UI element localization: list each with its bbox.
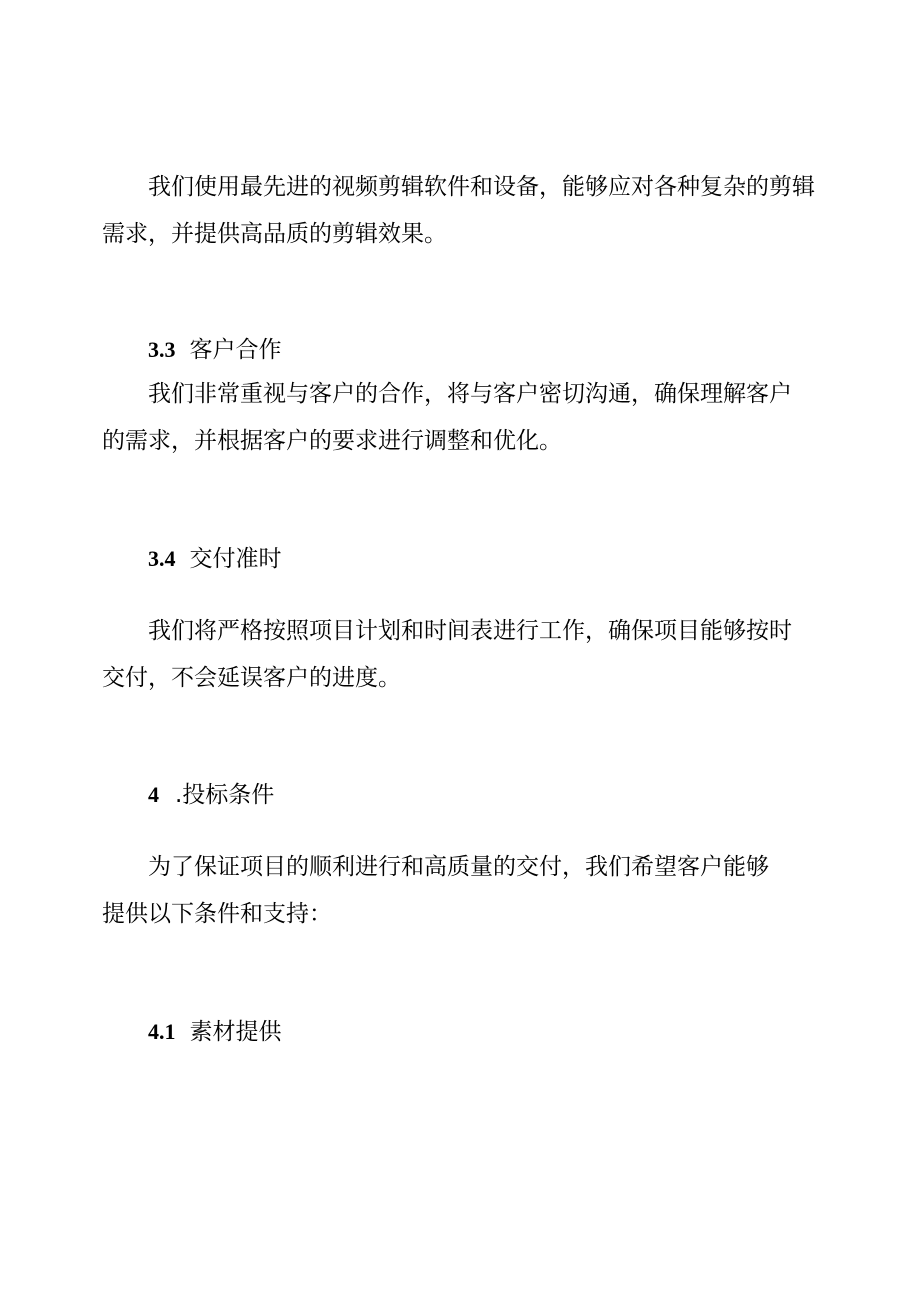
paragraph-line: 交付，不会延误客户的进度。 [102,665,401,691]
heading-title: 素材提供 [189,1019,282,1045]
paragraph-line: 我们使用最先进的视频剪辑软件和设备，能够应对各种复杂的剪辑 [148,174,815,200]
heading-number: 4 [148,782,159,807]
heading-number: 3.3 [148,337,176,362]
heading-number: 3.4 [148,546,176,571]
heading-title: 交付准时 [189,546,282,572]
heading-title: 客户合作 [189,337,282,363]
heading-3-4 [148,540,282,573]
paragraph-line: 提供以下条件和支持： [102,901,332,927]
paragraph-line: 我们非常重视与客户的合作，将与客户密切沟通，确保理解客户 [148,381,792,407]
paragraph-line: 为了保证项目的顺利进行和高质量的交付，我们希望客户能够 [148,854,769,880]
paragraph-line: 我们将严格按照项目计划和时间表进行工作，确保项目能够按时 [148,618,792,644]
paragraph-line: 的需求，并根据客户的要求进行调整和优化。 [102,428,562,454]
heading-3-3 [148,331,282,364]
heading-number: 4.1 [148,1019,176,1044]
heading-4 [148,776,274,809]
heading-title: .投标条件 [175,782,275,808]
paragraph-line: 需求，并提供高品质的剪辑效果。 [102,221,447,247]
heading-4-1 [148,1013,282,1046]
